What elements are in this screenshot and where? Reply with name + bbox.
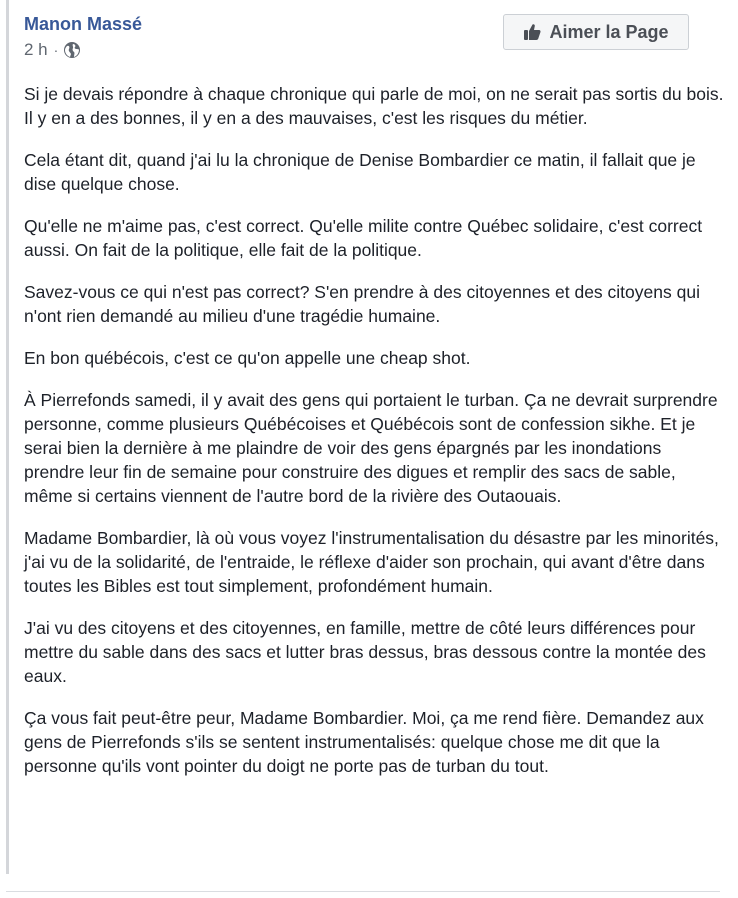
thumbs-up-icon: [523, 23, 541, 41]
globe-icon[interactable]: [63, 41, 81, 59]
post-paragraph: Qu'elle ne m'aime pas, c'est correct. Qu'elle milite contre Québec solidaire, c'est correct aussi. On fait de la politique, elle fait de la politique.: [24, 216, 703, 260]
post-paragraph: J'ai vu des citoyens et des citoyennes, en famille, mettre de côté leurs différences pour mettre du sable dans des sacs et lutter bras dessus, bras dessous contre la montée des eaux.: [24, 618, 706, 686]
like-page-button[interactable]: [503, 14, 689, 50]
post-paragraph: Ça vous fait peut-être peur, Madame Bombardier. Moi, ça me rend fière. Demandez aux gens de Pierrefonds s'ils se sentent instrumentalisés: quelque chose me dit que la personne qu'ils vont pointer du doigt ne porte pas de turban du tout.: [24, 708, 704, 776]
post-paragraph: Cela étant dit, quand j'ai lu la chronique de Denise Bombardier ce matin, il fallait que je dise quelque chose.: [24, 150, 696, 194]
post-meta: [24, 40, 81, 60]
bottom-divider: [6, 891, 720, 892]
like-page-label: Aimer la Page: [549, 21, 669, 42]
post-paragraph: Madame Bombardier, là où vous voyez l'instrumentalisation du désastre par les minorités, j'ai vu de la solidarité, de l'entraide, le réflexe d'aider son prochain, qui avant d'être dans toutes les Bibles est tout simplement, profondément humain.: [24, 528, 719, 596]
timestamp-link[interactable]: 2 h: [24, 40, 48, 59]
post-paragraph: Savez-vous ce qui n'est pas correct? S'en prendre à des citoyennes et des citoyens qui n'ont rien demandé au milieu d'une tragédie humaine.: [24, 282, 700, 326]
author-name-link[interactable]: Manon Massé: [24, 14, 143, 34]
post-body: [24, 82, 724, 796]
post-paragraph: Si je devais répondre à chaque chronique qui parle de moi, on ne serait pas sortis du bois. Il y en a des bonnes, il y en a des mauvaises, c'est les risques du métier.: [24, 84, 724, 128]
post-paragraph: En bon québécois, c'est ce qu'on appelle une cheap shot.: [24, 348, 471, 368]
meta-separator: ·: [53, 42, 59, 58]
post-paragraph: À Pierrefonds samedi, il y avait des gens qui portaient le turban. Ça ne devrait surprendre personne, comme plusieurs Québécoises et Québécois sont de confession sikhe. Et je serai bien la dernière à me plaindre de voir des gens épargnés par les inondations prendre leur fin de semaine pour construire des digues et remplir des sacs de sable, même si certains viennent de l'autre bord de la rivière des Outaouais.: [24, 390, 718, 506]
quote-rule: [6, 0, 9, 874]
